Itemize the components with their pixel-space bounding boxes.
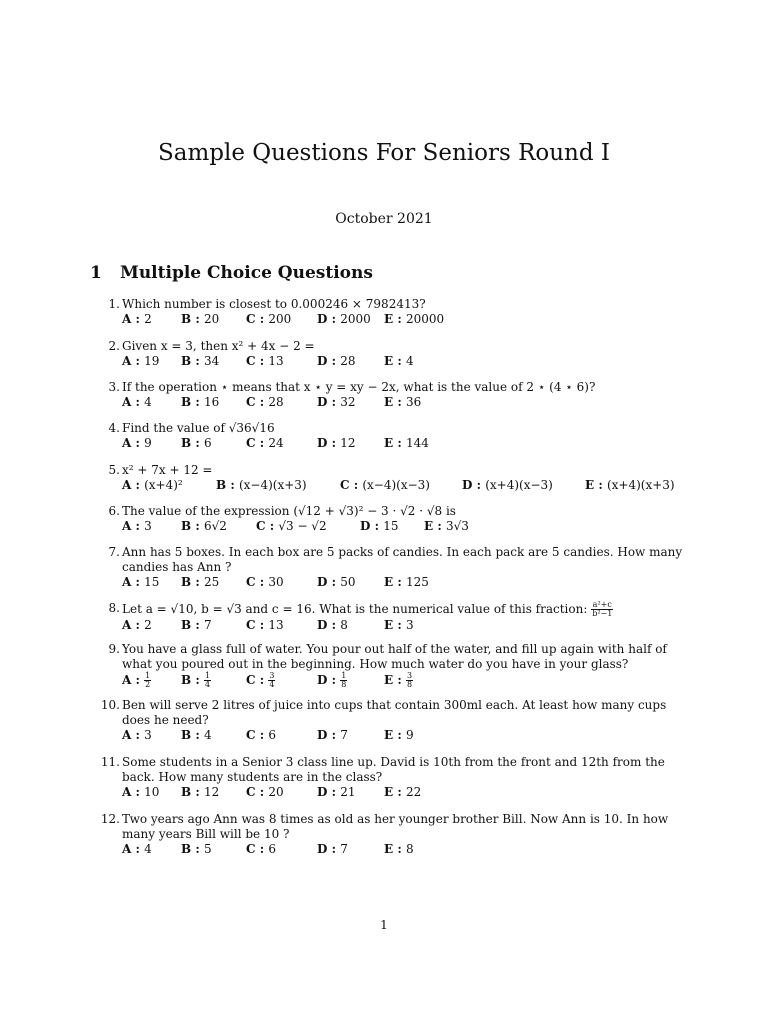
question-text: The value of the expression (√12 + √3)² − 3 · √2 · √8 is [122,504,456,518]
fraction: $\frac{1}{2}$ [145,671,151,689]
question-item [94,642,684,687]
answer-option: E : $\frac{3}{8}$ [384,671,413,689]
answer-option: C : (x−4)(x−3) [340,478,430,492]
answer-option: A : 9 [122,436,152,450]
question-body [122,297,684,327]
answer-option: D : 21 [317,785,356,799]
question-number: 6. [108,504,120,518]
question-item [94,380,684,410]
answer-option: B : 12 [181,785,220,799]
question-number: 1. [108,297,120,311]
question-number: 5. [108,463,120,477]
question-item [94,463,684,493]
question-text: Some students in a Senior 3 class line up. David is 10th from the front and 12th from the back. How many students are in the class? [122,755,665,784]
answer-options [122,785,684,800]
answer-option: C : 24 [246,436,284,450]
question-number: 3. [108,380,120,394]
question-body [122,812,684,857]
answer-options [122,618,684,633]
answer-option: B : 5 [181,842,212,856]
answer-option: C : √3 − √2 [256,519,327,533]
question-text: Which number is closest to 0.000246 × 7982413? [122,297,426,311]
answer-option: E : 4 [384,354,414,368]
answer-option: A : 2 [122,618,152,632]
section-heading [90,263,373,283]
fraction: $\frac{1}{4}$ [204,671,211,689]
answer-option: C : $\frac{3}{4}$ [246,671,275,689]
question-item [94,545,684,590]
answer-options [122,312,684,327]
answer-options [122,728,684,743]
answer-option: D : $\frac{1}{8}$ [317,671,347,689]
answer-option: E : 3 [384,618,414,632]
answer-option: E : 36 [384,395,422,409]
answer-option: C : 28 [246,395,284,409]
answer-option: A : 3 [122,519,152,533]
answer-option: A : 2 [122,312,152,326]
answer-options [122,436,684,451]
answer-option: B : 6√2 [181,519,227,533]
answer-option: C : 200 [246,312,292,326]
answer-option: D : 2000 [317,312,371,326]
question-item [94,601,684,633]
question-body [122,339,684,369]
question-text: Ben will serve 2 litres of juice into cups that contain 300ml each. At least how many cups does he need? [122,698,667,727]
question-body [122,545,684,590]
answer-option: D : 32 [317,395,356,409]
answer-option: E : 20000 [384,312,445,326]
question-number: 7. [108,545,120,559]
math-expression: √36√16 [228,421,275,435]
answer-option: D : 15 [360,519,399,533]
answer-option: A : $\frac{1}{2}$ [122,671,151,689]
question-item [94,504,684,534]
question-body [122,755,684,800]
section-number: 1 [90,263,102,283]
question-body [122,380,684,410]
answer-option: E : 9 [384,728,414,742]
answer-option: D : (x+4)(x−3) [462,478,553,492]
question-number: 4. [108,421,120,435]
question-body [122,642,684,687]
question-text: Let a = √10, b = √3 and c = 16. What is the numerical value of this fraction: $\frac{\text{a²+c}}{\text{b²−1}}$ [122,600,613,618]
answer-options [122,575,684,590]
answer-option: E : 8 [384,842,414,856]
question-item [94,339,684,369]
question-body [122,698,684,743]
answer-option: C : 6 [246,842,276,856]
question-item [94,812,684,857]
answer-option: D : 12 [317,436,356,450]
question-text: x² + 7x + 12 = [122,463,213,477]
question-number: 12. [100,812,120,826]
answer-option: C : 13 [246,618,284,632]
page-number: 1 [380,918,388,932]
question-number: 10. [100,698,120,712]
answer-option: E : 3√3 [424,519,469,533]
answer-option: B : 25 [181,575,220,589]
question-number: 11. [100,755,120,769]
answer-option: C : 30 [246,575,284,589]
answer-option: A : 15 [122,575,160,589]
question-item [94,698,684,743]
answer-option: B : 6 [181,436,212,450]
answer-option: A : 10 [122,785,160,799]
question-text: Given x = 3, then x² + 4x − 2 = [122,339,315,353]
answer-option: D : 50 [317,575,356,589]
answer-option: B : 16 [181,395,220,409]
question-number: 2. [108,339,120,353]
question-text: Find the value of √36√16 [122,421,275,435]
answer-options [122,842,684,857]
fraction: $\frac{\text{a²+c}}{\text{b²−1}}$ [592,600,613,618]
question-body [122,504,684,534]
answer-option: B : 4 [181,728,212,742]
answer-options [122,672,684,687]
answer-option: B : $\frac{1}{4}$ [181,671,211,689]
answer-option: B : (x−4)(x+3) [216,478,307,492]
answer-option: E : (x+4)(x+3) [585,478,675,492]
question-body [122,463,684,493]
question-item [94,755,684,800]
question-text: Two years ago Ann was 8 times as old as her younger brother Bill. Now Ann is 10. In how many years Bill will be 10 ? [122,812,669,841]
answer-option: B : 7 [181,618,212,632]
answer-option: A : 4 [122,842,152,856]
question-number: 8. [108,601,120,615]
question-text: If the operation ⋆ means that x ⋆ y = xy − 2x, what is the value of 2 ⋆ (4 ⋆ 6)? [122,380,596,394]
question-text: Ann has 5 boxes. In each box are 5 packs of candies. In each pack are 5 candies. How many candies has Ann ? [122,545,683,574]
answer-option: A : 4 [122,395,152,409]
answer-option: E : 125 [384,575,429,589]
answer-option: D : 8 [317,618,348,632]
answer-option: E : 22 [384,785,422,799]
answer-option: D : 7 [317,842,348,856]
answer-options [122,478,684,493]
answer-option: D : 7 [317,728,348,742]
question-body [122,601,684,633]
fraction: $\frac{3}{8}$ [406,671,413,689]
answer-option: C : 20 [246,785,284,799]
question-body [122,421,684,451]
document-title: Sample Questions For Seniors Round I [158,140,610,166]
answer-options [122,519,684,534]
answer-option: C : 13 [246,354,284,368]
document-date: October 2021 [335,211,433,227]
answer-option: E : 144 [384,436,429,450]
fraction: $\frac{1}{8}$ [341,671,347,689]
answer-option: D : 28 [317,354,356,368]
fraction: $\frac{3}{4}$ [269,671,275,689]
question-text: You have a glass full of water. You pour out half of the water, and fill up again with half of what you poured out in the beginning. How much water do you have in your glass? [122,642,667,671]
answer-option: A : 19 [122,354,160,368]
question-item [94,297,684,327]
question-number: 9. [108,642,120,656]
answer-options [122,395,684,410]
answer-option: C : 6 [246,728,276,742]
section-title: Multiple Choice Questions [120,263,373,283]
answer-option: B : 34 [181,354,220,368]
question-item [94,421,684,451]
answer-option: A : (x+4)² [122,478,183,492]
answer-options [122,354,684,369]
answer-option: B : 20 [181,312,220,326]
answer-option: A : 3 [122,728,152,742]
